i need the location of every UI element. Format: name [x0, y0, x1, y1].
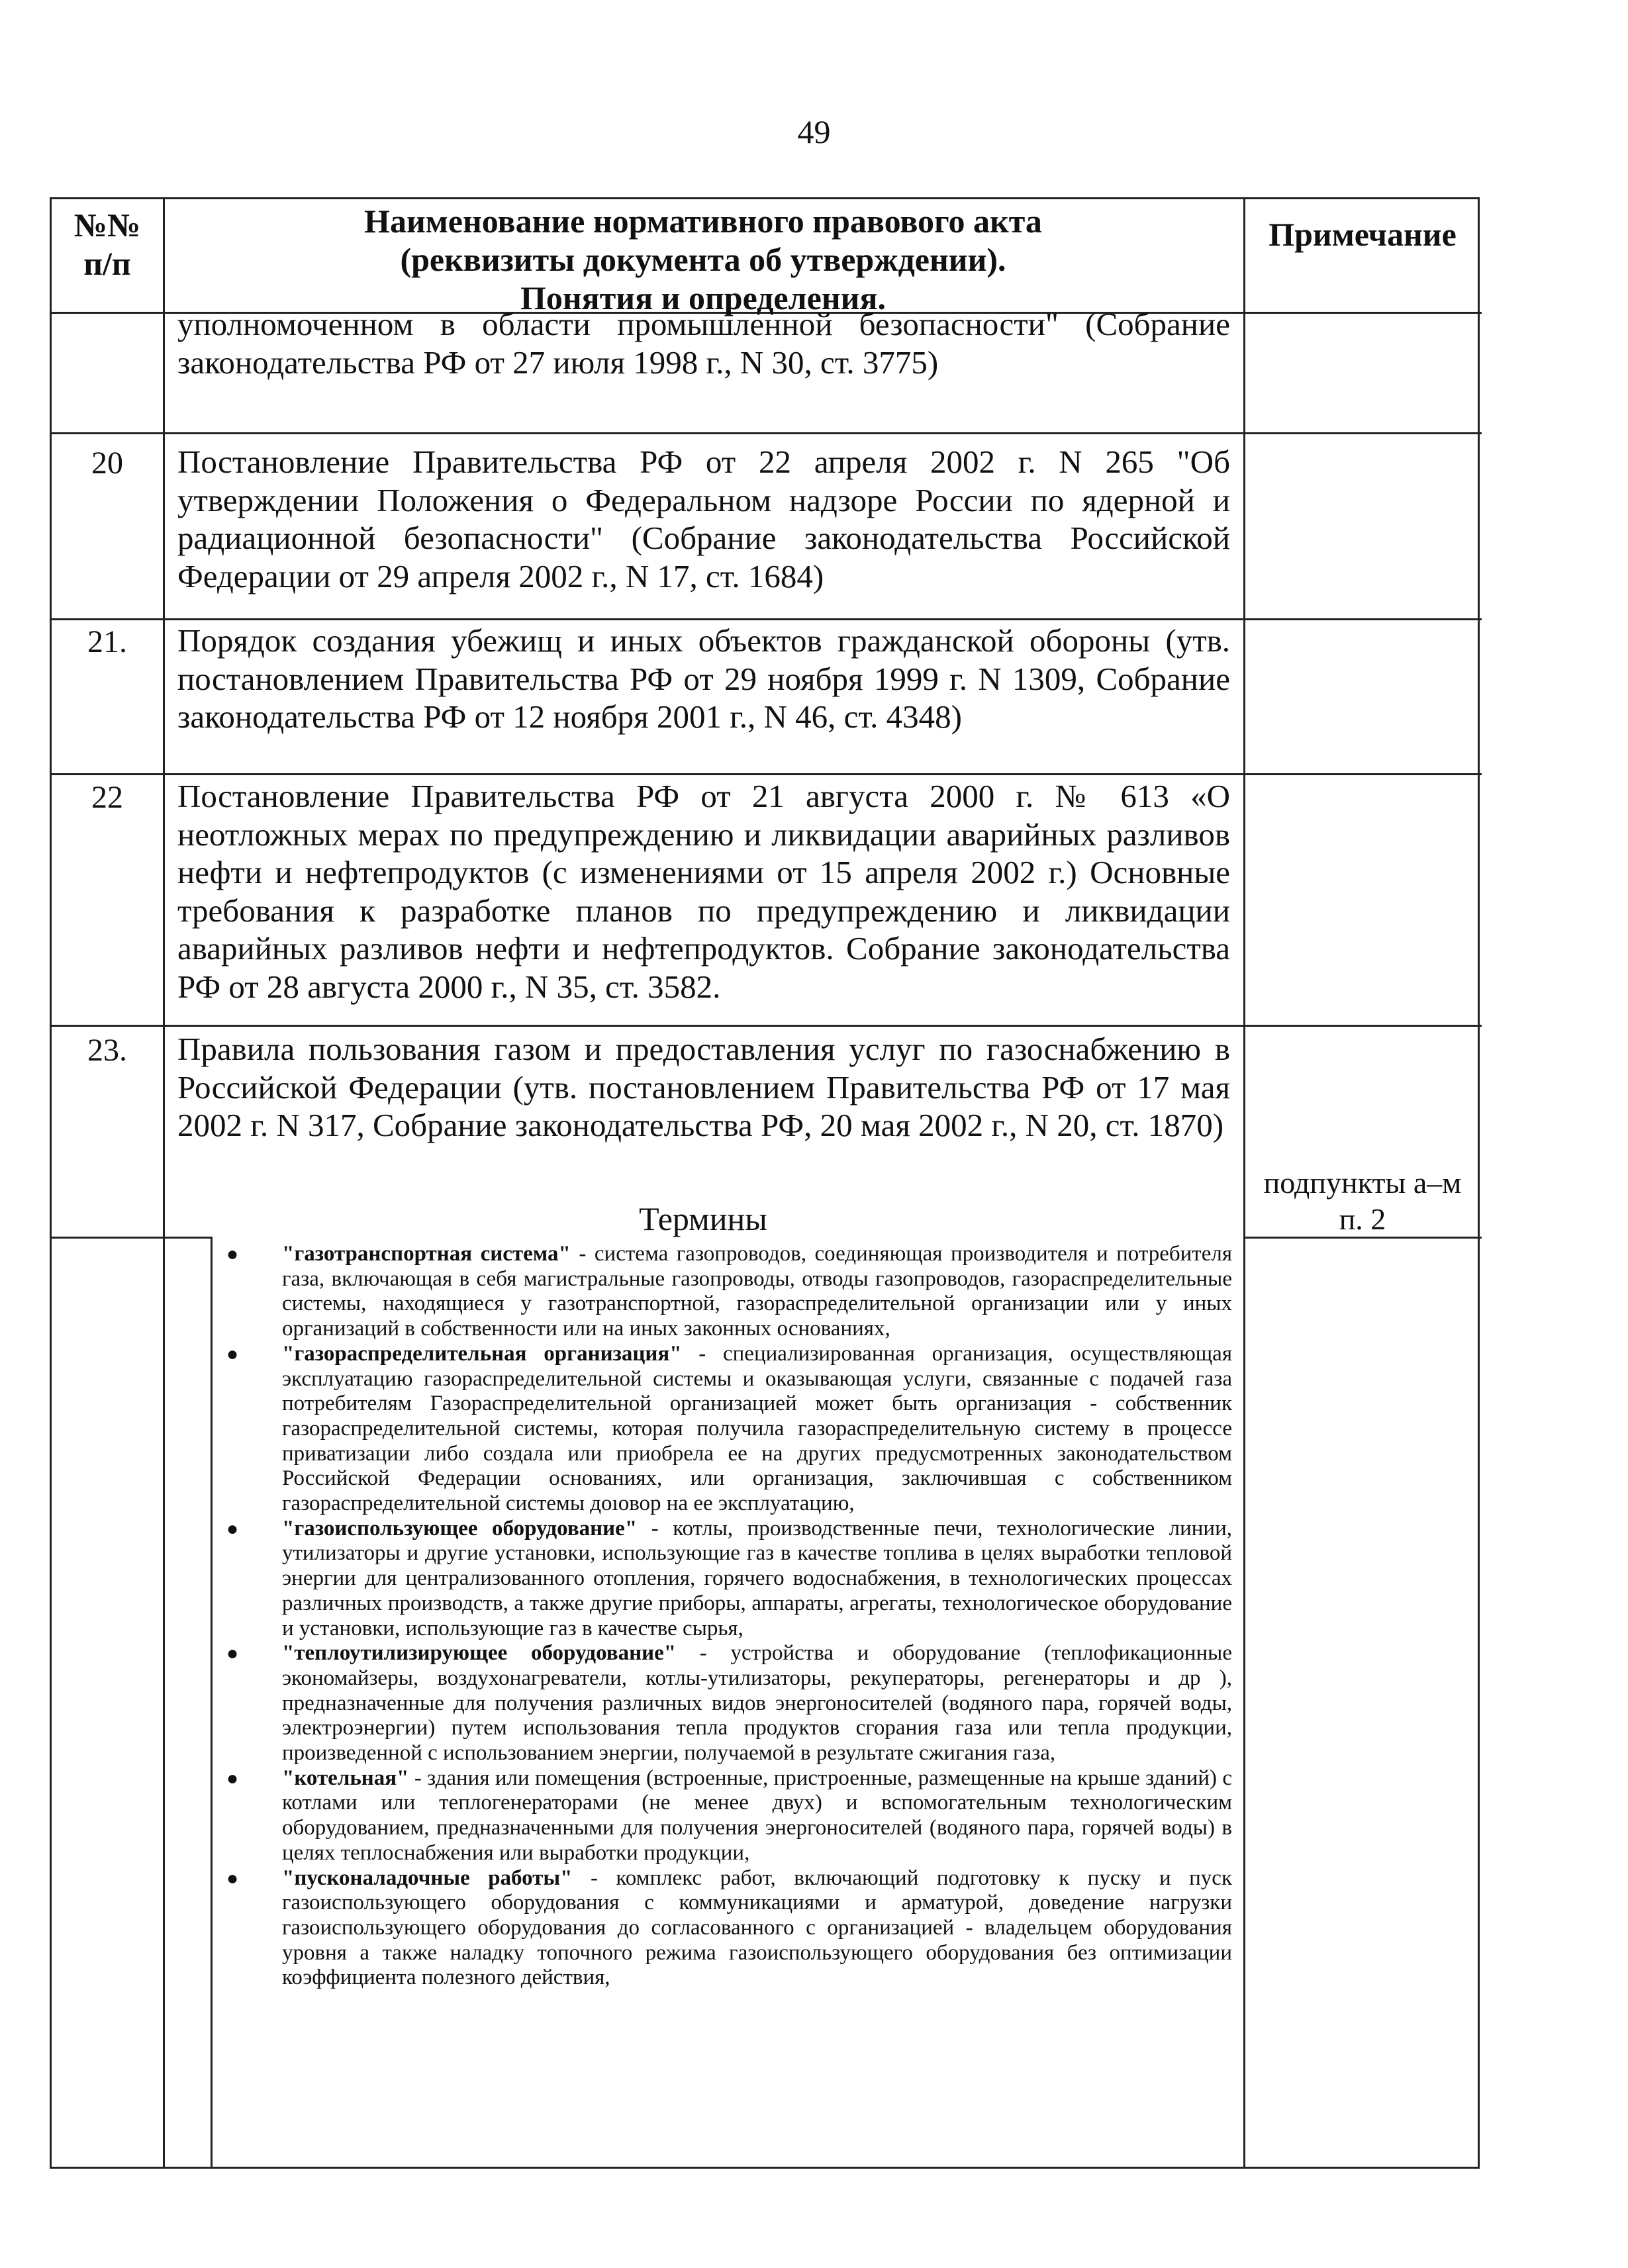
- term-item: [222, 1242, 1232, 1342]
- term-item: [222, 1866, 1232, 1991]
- term-item: [222, 1517, 1232, 1642]
- terms-left-divider: [211, 1237, 213, 2167]
- terms-list-container: [222, 1242, 1232, 1991]
- row-23-text: Правила пользования газом и предоставления услуг по газоснабжению в Российской Федерации (утв. постановлением Правительства РФ от 17 мая 2002 г. N 317, Собрание законодательства РФ, 20 мая 2002 г., N 20, ст. 1870): [177, 1031, 1230, 1143]
- row-20-number: 20: [91, 446, 123, 481]
- term-item: [222, 1342, 1232, 1517]
- header-act-name: Наименование нормативного правового акта (реквизиты документа об утверждении). Понятия и определения.: [364, 203, 1042, 316]
- term-name: "газоиспользующее оборудование": [282, 1516, 638, 1540]
- term-definition: - специализированная организация, осуществляющая эксплуатацию газораспределительной системы и оказывающая услуги, связанные с подачей газа потребителям Газораспределительной организацией может быть организация - собственник газораспределительной системы, которая получила газораспределительную систему в процессе приватизации либо создала или приобрела ее на других предусмотренных законодательством Российской Федерации основаниях, или организация, заключившая с собственником газораспределительной системы доıовор на ее эксплуатацию,: [282, 1341, 1232, 1516]
- term-definition: - комплекс работ, включающий подготовку к пуску и пуск газоиспользующего оборудования с коммуникациями и арматурой, доведение нагрузки газоиспользующего оборудования до согласованного с организацией - владельцем оборудования уровня а также наладку топочного режима газоиспользующего оборудования без оптимизации коэффициента полезного действия,: [282, 1866, 1232, 1990]
- term-name: "теплоутилизирующее оборудование": [282, 1641, 677, 1666]
- term-item: [222, 1766, 1232, 1866]
- bullet-icon: ●: [226, 1517, 239, 1540]
- row-divider-3: [52, 773, 1482, 775]
- term-item: [222, 1641, 1232, 1766]
- row-divider-2: [52, 618, 1482, 620]
- row-21-text: Порядок создания убежищ и иных объектов гражданской обороны (утв. постановлением Правительства РФ от 29 ноября 1999 г. N 1309, Собрание законодательства РФ от 12 ноября 2001 г., N 46, ст. 4348): [177, 622, 1230, 735]
- bullet-icon: ●: [226, 1767, 239, 1789]
- bullet-icon: ●: [226, 1243, 239, 1265]
- row-23-number: 23.: [87, 1033, 127, 1068]
- term-name: "котельная": [282, 1766, 409, 1790]
- term-name: "газораспределительная организация": [282, 1341, 682, 1366]
- term-definition: - система газопроводов, соединяющая производителя и потребителя газа, включающая в себя магистральные газопроводы, отводы газопроводов, газораспределительные системы, находящиеся у газотранспортной, газораспределительной организации или у иных организаций в собственности или на иных законных основаниях,: [282, 1242, 1233, 1341]
- row-continued-text: уполномоченном в области промышленной безопасности" (Собрание законодательства РФ от 27 июля 1998 г., N 30, ст. 3775): [177, 306, 1230, 381]
- terms-list: [222, 1242, 1232, 1991]
- terms-title: Термины: [639, 1200, 767, 1237]
- header-note: Примечание: [1269, 216, 1457, 253]
- row-23-note: подпункты а–м п. 2: [1263, 1166, 1462, 1236]
- page-number: 49: [797, 113, 831, 150]
- row-divider-4: [52, 1025, 1482, 1027]
- term-definition: - здания или помещения (встроенные, пристроенные, размещенные на крыше зданий) с котлами или теплогенераторами (не менее двух) и вспомогательным технологическим оборудованием, предназначенными для получения энергоносителей (водяного пара, горячей воды) в целях теплоснабжения или выработки продукции,: [282, 1766, 1232, 1865]
- row-20-text: Постановление Правительства РФ от 22 апреля 2002 г. N 265 "Об утверждении Положения о Федеральном надзоре России по ядерной и радиационной безопасности" (Собрание законодательства Российской Федерации от 29 апреля 2002 г., N 17, ст. 1684): [177, 444, 1230, 594]
- row-21-number: 21.: [87, 624, 127, 659]
- row-22-number: 22: [91, 780, 123, 815]
- term-name: "пусконаладочные работы": [282, 1866, 573, 1890]
- bullet-icon: ●: [226, 1642, 239, 1665]
- term-definition: - котлы, производственные печи, технологические линии, утилизаторы и другие установки, использующие газ в качестве топлива в целях выработки тепловой энергии для централизованного отопления, горячего водоснабжения, в технологических процессах различных производств, а также другие приборы, аппараты, агрегаты, технологическое оборудование и установки, использующие газ в качестве сырья,: [282, 1516, 1232, 1640]
- bullet-icon: ●: [226, 1867, 239, 1889]
- row-22-text: Постановление Правительства РФ от 21 августа 2000 г. № 613 «О неотложных мерах по предупреждению и ликвидации аварийных разливов нефти и нефтепродуктов (с изменениями от 15 апреля 2002 г.) Основные требования к разработке планов по предупреждению и ликвидации аварийных разливов нефти и нефтепродуктов. Собрание законодательства РФ от 28 августа 2000 г., N 35, ст. 3582.: [177, 778, 1230, 1005]
- legal-acts-table: [50, 197, 1480, 2169]
- header-number: №№ п/п: [73, 207, 141, 282]
- bullet-icon: ●: [226, 1343, 239, 1365]
- row-divider-1: [52, 432, 1482, 434]
- term-definition: - устройства и оборудование (теплофикационные экономайзеры, воздухонагреватели, котлы-утилизаторы, рекуператоры, регенераторы и др ), предназначенные для получения различных видов энергоносителей (водяного пара, горячей воды, электроэнергии) путем использования тепла продуктов сгорания газа или тепла продукции, произведенной с использованием энергии, получаемой в результате сжигания газа,: [282, 1641, 1232, 1766]
- term-name: "газотранспортная система": [282, 1242, 571, 1266]
- column-divider-1: [163, 199, 165, 2167]
